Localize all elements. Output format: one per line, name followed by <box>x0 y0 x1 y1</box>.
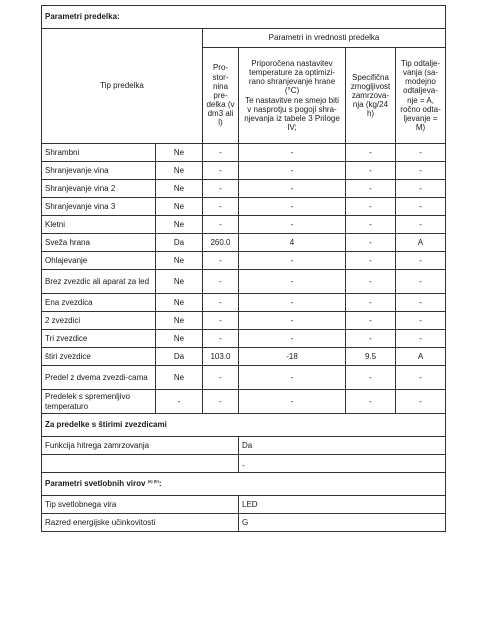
table-row <box>42 198 446 216</box>
header-temperature-note: Te nastavitve ne smejo biti v nasprotju s pogoji shra-njevanja iz tabele 3 Priloge IV; <box>244 95 340 133</box>
table-row <box>42 330 446 348</box>
cell-compartment-name: Predel z dvema zvezdi-cama <box>42 366 156 390</box>
light-type-label: Tip svetlobnega vira <box>42 496 239 514</box>
table-row <box>42 162 446 180</box>
cell-freezing-capacity: - <box>346 234 396 252</box>
table-row <box>42 348 446 366</box>
cell-temperature: - <box>239 390 346 414</box>
cell-volume: - <box>203 330 239 348</box>
cell-compartment-name: Shranjevanje vina 2 <box>42 180 156 198</box>
cell-volume: - <box>203 294 239 312</box>
table-row <box>42 252 446 270</box>
cell-freezing-capacity: - <box>346 270 396 294</box>
cell-compartment-name: Brez zvezdic ali aparat za led <box>42 270 156 294</box>
cell-temperature: - <box>239 330 346 348</box>
cell-freezing-capacity: - <box>346 180 396 198</box>
cell-temperature: - <box>239 216 346 234</box>
cell-freezing-capacity: - <box>346 366 396 390</box>
cell-freezing-capacity: - <box>346 312 396 330</box>
table-row <box>42 270 446 294</box>
cell-compartment-name: Predelek s spremenljivo temperaturo <box>42 390 156 414</box>
cell-present: Ne <box>156 144 203 162</box>
cell-volume: 260.0 <box>203 234 239 252</box>
cell-compartment-name: Sveža hrana <box>42 234 156 252</box>
light-section-title: Parametri svetlobnih virov <box>45 479 146 489</box>
cell-compartment-name: Kletni <box>42 216 156 234</box>
cell-compartment-name: Ena zvezdica <box>42 294 156 312</box>
cell-present: Ne <box>156 312 203 330</box>
cell-volume: - <box>203 198 239 216</box>
light-section-suffix: : <box>158 479 162 489</box>
cell-freezing-capacity: 9.5 <box>346 348 396 366</box>
blank-value-cell: - <box>239 455 446 473</box>
table-row <box>42 180 446 198</box>
section-title-light-source <box>42 473 446 496</box>
cell-temperature: - <box>239 198 346 216</box>
cell-compartment-name: štiri zvezdice <box>42 348 156 366</box>
table-row <box>42 366 446 390</box>
cell-compartment-name: Tri zvezdice <box>42 330 156 348</box>
cell-temperature: - <box>239 294 346 312</box>
header-recommended-temperature <box>239 48 346 144</box>
cell-temperature: - <box>239 252 346 270</box>
cell-defrost-type: - <box>396 312 446 330</box>
cell-temperature: - <box>239 270 346 294</box>
table-row <box>42 144 446 162</box>
header-parameters-values: Parametri in vrednosti predelka <box>203 29 446 48</box>
table-row <box>42 312 446 330</box>
footnote-markers: (a) (b) <box>147 478 159 484</box>
table-row <box>42 234 446 252</box>
cell-defrost-type: - <box>396 162 446 180</box>
cell-defrost-type: A <box>396 234 446 252</box>
cell-freezing-capacity: - <box>346 162 396 180</box>
cell-volume: - <box>203 216 239 234</box>
cell-compartment-name: Shranjevanje vina <box>42 162 156 180</box>
quick-freeze-label: Funkcija hitrega zamrzovanja <box>42 437 239 455</box>
cell-defrost-type: - <box>396 294 446 312</box>
cell-temperature: -18 <box>239 348 346 366</box>
compartment-parameters-table <box>41 5 446 532</box>
light-type-value: LED <box>239 496 446 514</box>
table-row <box>42 216 446 234</box>
quick-freeze-value: Da <box>239 437 446 455</box>
cell-present: Ne <box>156 180 203 198</box>
cell-volume: - <box>203 162 239 180</box>
cell-temperature: - <box>239 144 346 162</box>
header-compartment-type: Tip predelka <box>42 29 203 144</box>
cell-present: Da <box>156 348 203 366</box>
cell-freezing-capacity: - <box>346 144 396 162</box>
product-information-sheet <box>41 5 445 532</box>
section-title-four-star: Za predelke s štirimi zvezdicami <box>42 414 446 437</box>
cell-present: Ne <box>156 216 203 234</box>
cell-present: Ne <box>156 252 203 270</box>
cell-present: Ne <box>156 294 203 312</box>
cell-defrost-type: - <box>396 270 446 294</box>
cell-temperature: 4 <box>239 234 346 252</box>
cell-present: Da <box>156 234 203 252</box>
cell-present: Ne <box>156 330 203 348</box>
cell-temperature: - <box>239 312 346 330</box>
energy-class-value: G <box>239 514 446 532</box>
header-defrost-type: Tip odtalje-vanja (sa-modejno odtaljeva-nje = A, ročno odta-ljevanje = M) <box>396 48 446 144</box>
header-temperature-text: Priporočena nastavitev temperature za optimizi-rano shranjevanje hrane (°C) <box>248 58 336 96</box>
cell-temperature: - <box>239 366 346 390</box>
cell-volume: 103.0 <box>203 348 239 366</box>
cell-defrost-type: - <box>396 366 446 390</box>
cell-present: Ne <box>156 366 203 390</box>
cell-defrost-type: A <box>396 348 446 366</box>
cell-compartment-name: Ohlajevanje <box>42 252 156 270</box>
cell-compartment-name: Shranjevanje vina 3 <box>42 198 156 216</box>
cell-present: - <box>156 390 203 414</box>
cell-volume: - <box>203 366 239 390</box>
cell-present: Ne <box>156 162 203 180</box>
cell-volume: - <box>203 252 239 270</box>
cell-defrost-type: - <box>396 330 446 348</box>
cell-defrost-type: - <box>396 198 446 216</box>
cell-defrost-type: - <box>396 216 446 234</box>
header-volume: Pro-stor-nina pre-delka (v dm3 ali l) <box>203 48 239 144</box>
cell-volume: - <box>203 270 239 294</box>
cell-volume: - <box>203 144 239 162</box>
cell-compartment-name: Shrambni <box>42 144 156 162</box>
table-row <box>42 294 446 312</box>
cell-freezing-capacity: - <box>346 216 396 234</box>
cell-temperature: - <box>239 162 346 180</box>
cell-present: Ne <box>156 270 203 294</box>
energy-class-label: Razred energijske učinkovitosti <box>42 514 239 532</box>
table-row <box>42 390 446 414</box>
cell-freezing-capacity: - <box>346 252 396 270</box>
cell-temperature: - <box>239 180 346 198</box>
cell-defrost-type: - <box>396 180 446 198</box>
cell-freezing-capacity: - <box>346 294 396 312</box>
cell-freezing-capacity: - <box>346 330 396 348</box>
cell-defrost-type: - <box>396 144 446 162</box>
header-freezing-capacity: Specifična zmogljivost zamrzova-nja (kg/24 h) <box>346 48 396 144</box>
cell-freezing-capacity: - <box>346 390 396 414</box>
cell-defrost-type: - <box>396 252 446 270</box>
cell-volume: - <box>203 180 239 198</box>
cell-present: Ne <box>156 198 203 216</box>
cell-freezing-capacity: - <box>346 198 396 216</box>
cell-defrost-type: - <box>396 390 446 414</box>
cell-compartment-name: 2 zvezdici <box>42 312 156 330</box>
cell-volume: - <box>203 390 239 414</box>
cell-volume: - <box>203 312 239 330</box>
section-title-compartment: Parametri predelka: <box>42 6 446 29</box>
blank-label-cell <box>42 455 239 473</box>
